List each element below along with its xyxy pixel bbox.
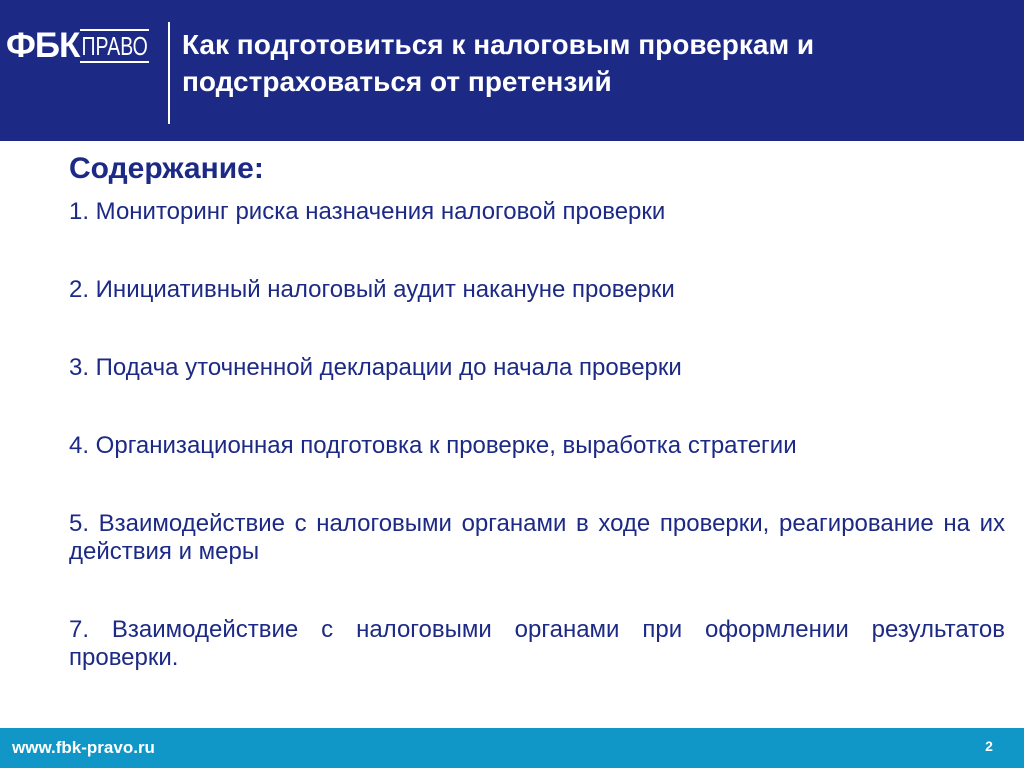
header-bar: [0, 0, 1024, 141]
toc-item-4: 4. Организационная подготовка к проверке, выработка стратегии: [69, 432, 797, 459]
page-number: 2: [985, 738, 993, 754]
toc-heading: Содержание:: [69, 152, 264, 185]
slide-title: Как подготовиться к налоговым проверкам и подстраховаться от претензий: [182, 29, 815, 97]
fbk-pravo-logo: [6, 26, 173, 66]
toc-item-1: 1. Мониторинг риска назначения налоговой проверки: [69, 198, 666, 225]
logo-bold-text: ФБК: [6, 26, 80, 65]
table-of-contents: [69, 150, 1005, 672]
toc-item-2: 2. Инициативный налоговый аудит накануне проверки: [69, 276, 675, 303]
toc-item-3: 3. Подача уточненной декларации до начала проверки: [69, 354, 682, 381]
header-divider: [168, 22, 170, 124]
website-link[interactable]: www.fbk-pravo.ru: [12, 738, 155, 757]
footer-bar: [0, 728, 1024, 768]
toc-item-7: 7. Взаимодействие с налоговыми органами при оформлении результатов проверки.: [69, 616, 1005, 671]
toc-item-5: 5. Взаимодействие с налоговыми органами в ходе проверки, реагирование на их действия и меры: [69, 510, 1005, 565]
logo-thin-text: ПРАВО: [81, 31, 149, 61]
